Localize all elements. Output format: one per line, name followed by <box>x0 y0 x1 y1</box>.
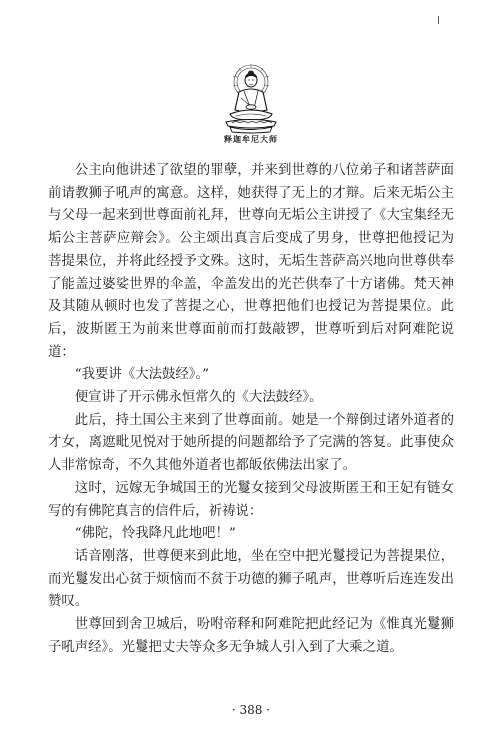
seated-buddha-icon <box>214 62 288 134</box>
paragraph: 公主向他讲述了欲望的罪孽，并来到世尊的八位弟子和诸菩萨面前请教狮子吼声的寓意。这样，她获得了无上的才辩。后来无垢公主与父母一起来到世尊面前礼拜，世尊向无垢公主讲授了《大宝集经无垢公主菩萨应辩会》。公主颂出真言后变成了男身，世尊把他授记为菩提果位，并将此经授予文殊。这时，无垢生菩萨高兴地向世尊供奉了能盖过婆娑世界的伞盖，伞盖发出的光芒供奉了十方诸佛。梵天神及其随从顿时也发了菩提之心，世尊把他们也授记为菩提果位。此后，波斯匿王为前来世尊面前而打鼓敲锣，世尊听到后对阿难陀说道： <box>48 163 454 360</box>
paragraph: 世尊回到舍卫城后，吩咐帝释和阿难陀把此经记为《惟真光鬘狮子吼声经》。光鬘把丈夫等众多无争城人引入到了大乘之道。 <box>48 617 454 655</box>
paragraph: 这时，远嫁无争城国王的光鬘女接到父母波斯匿王和王妃有链女写的有佛陀真言的信件后，祈祷说： <box>48 480 454 519</box>
paragraph: 便宣讲了开示佛永恒常久的《大法鼓经》。 <box>74 390 323 406</box>
figure-caption: 释迦牟尼大师 <box>224 134 278 144</box>
page-number: · 388 · <box>231 703 271 717</box>
paragraph: 话音刚落，世尊便来到此地，坐在空中把光鬘授记为菩提果位，而光鬘发出心贫于烦恼而不贫于功德的狮子吼声，世尊听后连连发出赞叹。 <box>48 548 454 610</box>
quote-paragraph: “我要讲《大法鼓经》。” <box>74 367 209 383</box>
corner-mark <box>438 16 439 24</box>
quote-paragraph: “佛陀，怜我降凡此地吧！” <box>74 526 236 542</box>
paragraph: 此后，持土国公主来到了世尊面前。她是一个辩倒过诸外道者的才女，离遮毗见悦对于她所提的问题都给予了完满的答复。此事使众人非常惊奇，不久其他外道者也都皈依佛法出家了。 <box>48 412 454 474</box>
body-text <box>48 160 454 659</box>
buddha-illustration <box>214 62 288 134</box>
